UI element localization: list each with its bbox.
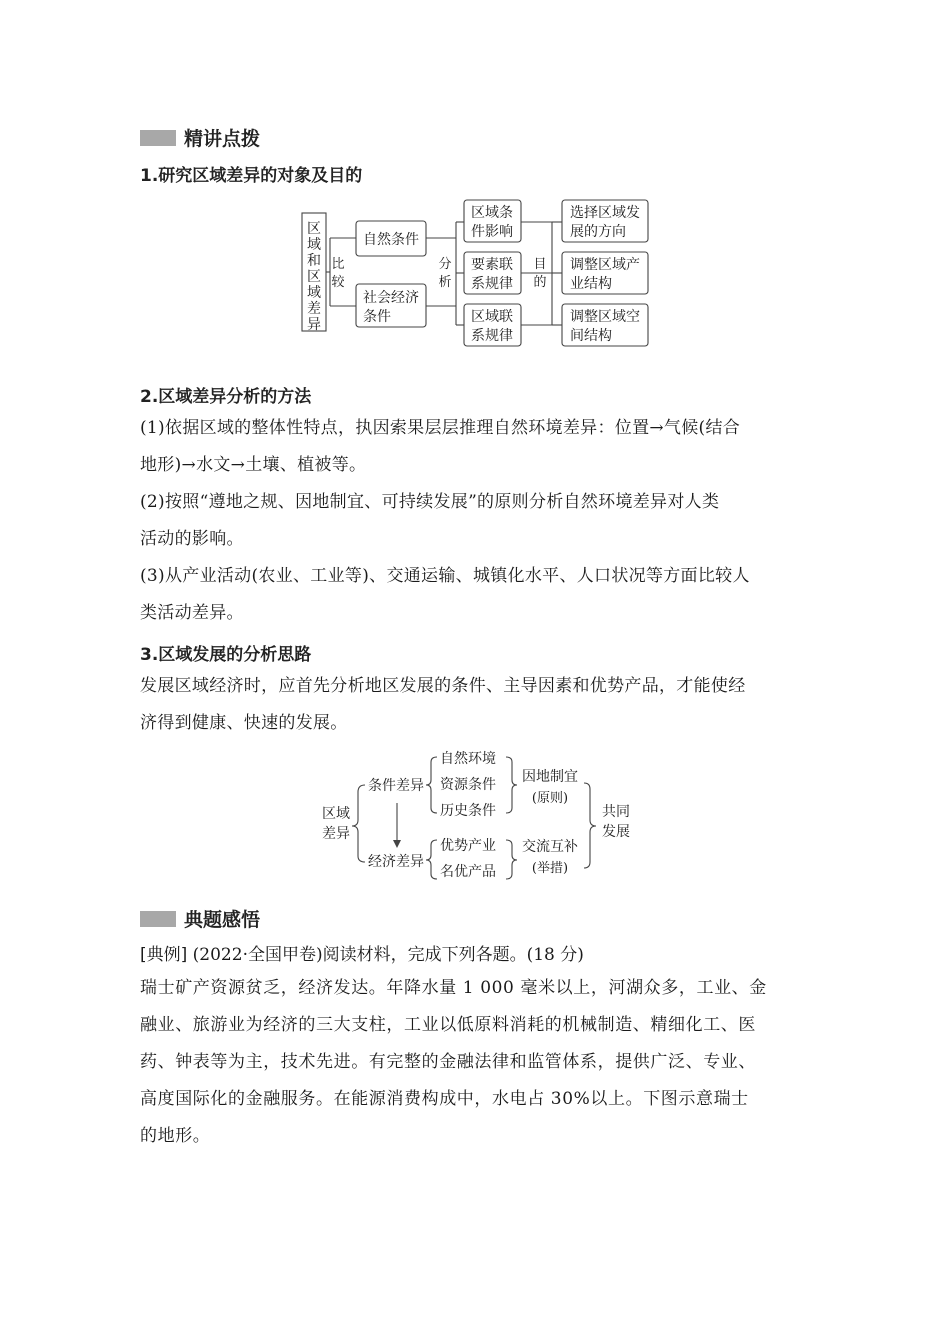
diagram-end: 发展	[602, 824, 630, 840]
example-tag: [典例]	[140, 945, 188, 965]
diagram-label-compare: 比	[331, 257, 345, 272]
diagram-mid: (原则)	[531, 791, 569, 806]
diagram-char: 域	[307, 237, 321, 253]
diagram-text-social: 条件	[363, 309, 391, 325]
diagram-development	[310, 742, 650, 888]
diagram-text-goal: 调整区域空	[570, 309, 640, 325]
text-line: 高度国际化的金融服务。在能源消费构成中，水电占 30%以上。下图示意瑞士	[140, 1089, 749, 1109]
diagram-char: 异	[307, 317, 321, 333]
text-line: 的地形。	[140, 1126, 211, 1146]
text-line: 发展区域经济时，应首先分析地区发展的条件、主导因素和优势产品，才能使经	[140, 676, 746, 696]
text-line: (3)从产业活动(农业、工业等)、交通运输、城镇化水平、人口状况等方面比较人	[140, 566, 750, 586]
diagram-label-analyze: 析	[438, 275, 452, 290]
example-material	[140, 970, 812, 1155]
heading-2: 2.区域差异分析的方法	[140, 387, 312, 407]
diagram-leaf: 自然环境	[440, 751, 496, 767]
example-heading	[140, 940, 584, 965]
text-line: 活动的影响。	[140, 529, 244, 549]
diagram-label-purpose: 的	[533, 275, 547, 290]
diagram-text-goal: 间结构	[570, 328, 612, 344]
brace	[506, 840, 517, 879]
section-bar	[140, 911, 176, 927]
diagram-char: 和	[307, 253, 321, 269]
diagram-text-effect: 区域联	[471, 309, 513, 325]
brace	[506, 757, 517, 813]
diagram-text-social: 社会经济	[363, 290, 419, 306]
paragraph-development	[140, 668, 812, 742]
section-title: 精讲点拨	[184, 128, 261, 150]
diagram-leaf: 历史条件	[440, 803, 496, 819]
section-title: 典题感悟	[184, 909, 261, 931]
diagram-mid: 交流互补	[522, 839, 578, 855]
diagram-text-goal: 展的方向	[570, 224, 626, 240]
diagram-char: 区	[307, 269, 321, 285]
diagram-text-effect: 区域条	[471, 205, 513, 221]
diagram-text-effect: 系规律	[471, 328, 513, 344]
brace	[584, 783, 596, 868]
text-line: (1)依据区域的整体性特点，执因索果层层推理自然环境差异：位置→气候(结合	[140, 418, 741, 438]
diagram-label-compare: 较	[331, 275, 345, 290]
heading-1: 1.研究区域差异的对象及目的	[140, 166, 363, 186]
diagram-text-effect: 系规律	[471, 276, 513, 292]
diagram-text-goal: 调整区域产	[570, 257, 640, 273]
text-line: (2)按照“遵地之规、因地制宜、可持续发展”的原则分析自然环境差异对人类	[140, 492, 720, 512]
diagram-mid: 因地制宜	[522, 769, 578, 785]
heading-3: 3.区域发展的分析思路	[140, 645, 312, 665]
diagram-end: 共同	[602, 804, 630, 820]
diagram-char: 差	[307, 301, 321, 317]
text-line: 济得到健康、快速的发展。	[140, 713, 348, 733]
text-line: 药、钟表等为主，技术先进。有完整的金融法律和监管体系，提供广泛、专业、	[140, 1052, 756, 1072]
diagram-label-purpose: 目	[533, 257, 547, 272]
diagram-mid: (举措)	[531, 861, 569, 876]
section-header-2	[140, 905, 260, 932]
diagram-text-effect: 要素联	[471, 257, 513, 273]
diagram-leaf: 资源条件	[440, 777, 496, 793]
diagram-branch: 经济差异	[368, 854, 424, 870]
diagram-leaf: 名优产品	[440, 864, 496, 880]
text-line: 融业、旅游业为经济的三大支柱，工业以低原料消耗的机械制造、精细化工、医	[140, 1015, 756, 1035]
paragraph-method-2	[140, 484, 812, 558]
text-line: 地形)→水文→土壤、植被等。	[140, 455, 367, 475]
brace	[426, 840, 437, 879]
text-line: 类活动差异。	[140, 603, 244, 623]
diagram-region-difference	[296, 196, 656, 350]
paragraph-method-3	[140, 558, 812, 632]
diagram-char: 域	[307, 285, 321, 301]
diagram-leaf: 优势产业	[440, 838, 496, 854]
example-source: (2022·全国甲卷)阅读材料，完成下列各题。(18 分)	[187, 945, 584, 965]
diagram-branch: 条件差异	[368, 778, 424, 794]
diagram-text-natural: 自然条件	[363, 232, 419, 248]
section-bar	[140, 130, 176, 146]
diagram-root: 区域	[322, 806, 350, 822]
section-header-1	[140, 124, 260, 151]
diagram-text-effect: 件影响	[471, 224, 513, 240]
diagram-text-goal: 选择区域发	[570, 205, 640, 221]
brace	[426, 757, 437, 813]
brace	[352, 785, 365, 862]
arrow-head	[393, 840, 401, 848]
paragraph-method-1	[140, 410, 812, 484]
diagram-label-analyze: 分	[438, 257, 452, 272]
text-line: 瑞士矿产资源贫乏，经济发达。年降水量 1 000 毫米以上，河湖众多，工业、金	[140, 978, 767, 998]
diagram-root: 差异	[322, 826, 350, 842]
diagram-char: 区	[307, 221, 321, 237]
diagram-text-goal: 业结构	[570, 276, 612, 292]
